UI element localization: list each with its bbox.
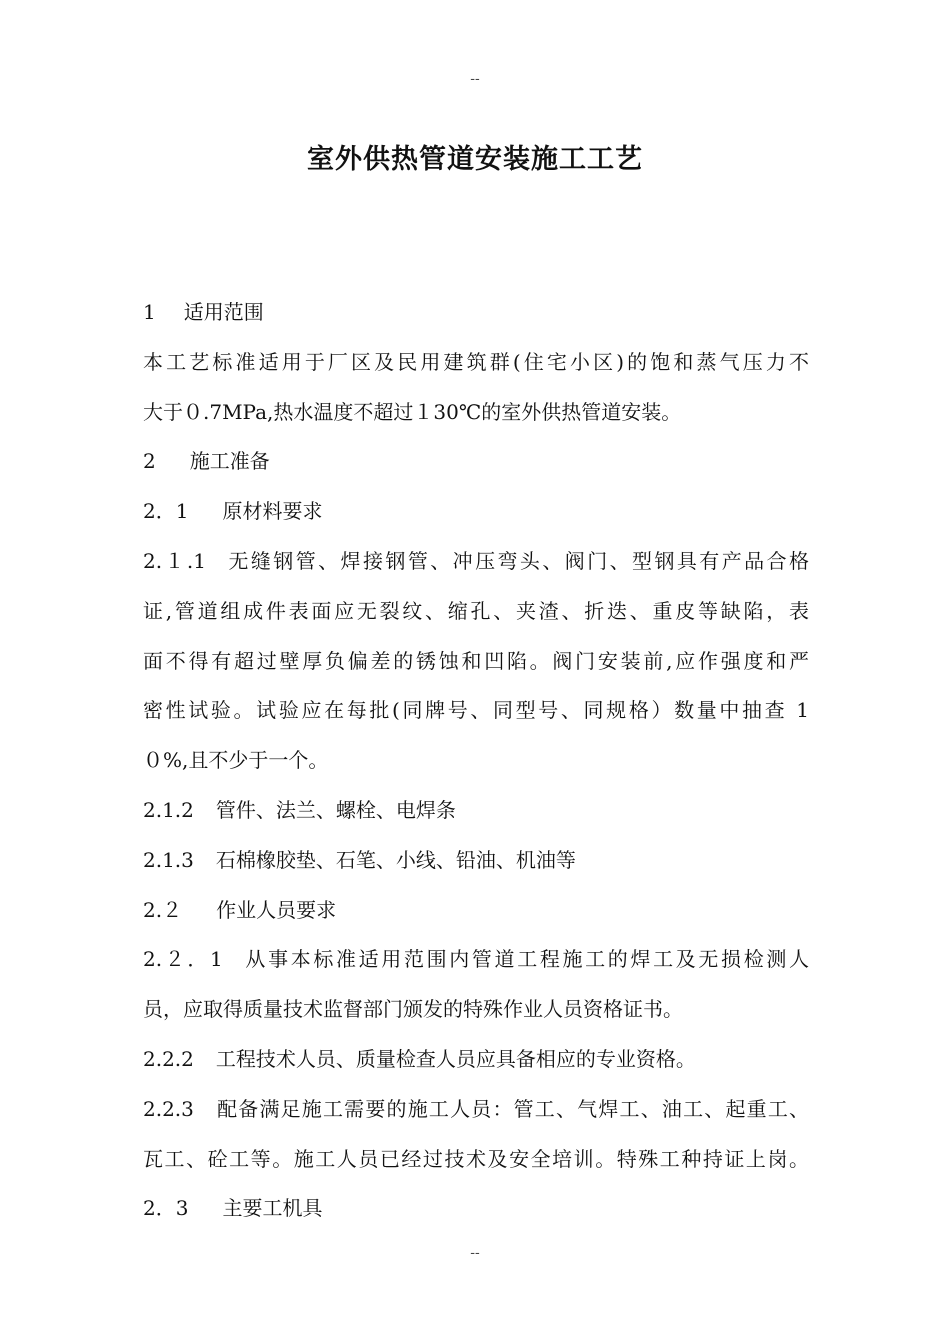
section-number: 2.２ [143,897,183,922]
paragraph-text: 员，应取得质量技术监督部门颁发的特殊作业人员资格证书。 [143,997,683,1022]
document-body [143,288,809,1234]
page-header-mark: -- [470,71,480,87]
section-heading-text: 作业人员要求 [216,897,337,922]
text-line [143,886,809,936]
section-heading-text: 石棉橡胶垫、石笔、小线、铅油、机油等 [215,847,576,872]
text-line [143,1035,809,1085]
section-number: 2.2.2 [143,1046,194,1071]
text-line [143,537,809,587]
paragraph-text: 大于０.7MPa,热水温度不超过１30℃的室外供热管道安装。 [143,399,682,424]
paragraph-text: 面不得有超过壁厚负偏差的锈蚀和凹陷。阀门安装前,应作强度和严 [143,648,809,673]
section-heading-text: 配备满足施工需要的施工人员：管工、气焊工、油工、起重工、 [215,1096,809,1121]
text-line [143,786,809,836]
section-heading-text: 从事本标准适用范围内管道工程施工的焊工及无损检测人 [242,947,809,972]
section-heading-text: 管件、法兰、螺栓、电焊条 [215,797,456,822]
paragraph-text: 瓦工、砼工等。施工人员已经过技术及安全培训。特殊工种持证上岗。 [143,1146,809,1171]
section-number: 2.2.3 [143,1096,194,1121]
text-line [143,985,809,1035]
section-number: 1 [143,300,156,324]
page-footer-mark: -- [470,1245,480,1261]
paragraph-text: 密性试验。试验应在每批(同牌号、同型号、同规格）数量中抽查 1 [143,698,809,723]
section-heading-text: 主要工机具 [222,1196,323,1221]
paragraph-text: 本工艺标准适用于厂区及民用建筑群(住宅小区)的饱和蒸气压力不 [143,349,809,374]
text-line [143,437,809,487]
section-heading-text: 原材料要求 [222,499,323,524]
text-line [143,388,809,438]
text-line [143,338,809,388]
paragraph-text: ０%,且不少于一个。 [143,748,329,773]
section-number: 2.２．1 [143,947,223,972]
text-line [143,686,809,736]
text-line [143,587,809,637]
section-number: 2.1.2 [143,797,194,822]
section-number: 2.１.1 [143,548,207,573]
text-line [143,736,809,786]
text-line [143,836,809,886]
section-number: 2 [143,449,156,474]
text-line [143,1135,809,1185]
section-number: 2.1.3 [143,847,194,872]
text-line [143,1184,809,1234]
section-number: 2．3 [143,1196,189,1221]
text-line [143,487,809,537]
text-line [143,935,809,985]
document-title: 室外供热管道安装施工工艺 [307,144,643,175]
text-line [143,288,809,338]
section-heading-text: 工程技术人员、质量检查人员应具备相应的专业资格。 [215,1046,696,1071]
section-heading-text: 施工准备 [189,449,270,474]
paragraph-text: 证,管道组成件表面应无裂纹、缩孔、夹渣、折迭、重皮等缺陷，表 [143,598,809,623]
text-line [143,1085,809,1135]
section-heading-text: 适用范围 [183,300,264,324]
section-heading-text: 无缝钢管、焊接钢管、冲压弯头、阀门、型钢具有产品合格 [226,548,809,573]
section-number: 2．1 [143,499,189,524]
text-line [143,637,809,687]
